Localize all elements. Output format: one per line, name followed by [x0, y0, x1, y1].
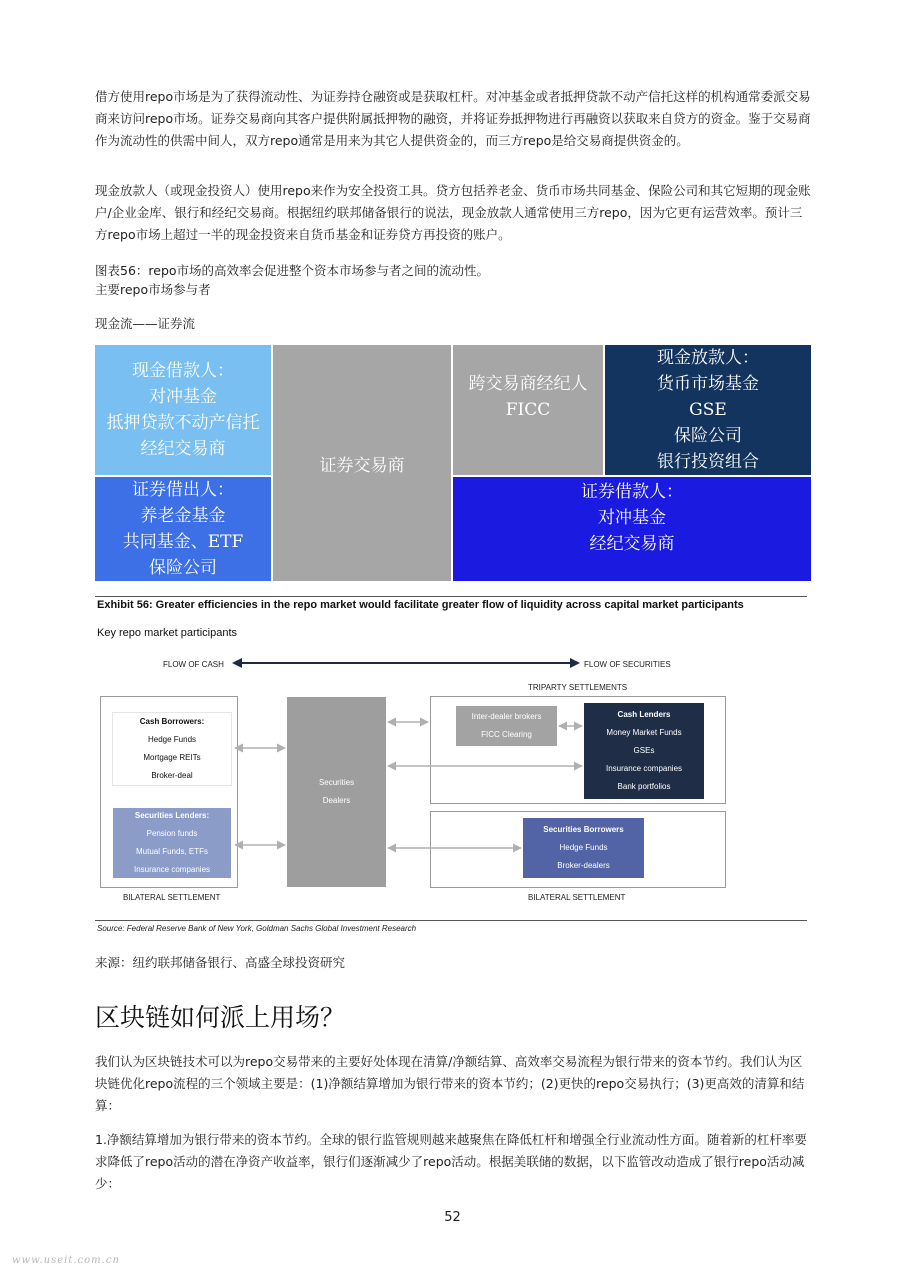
en-dealers-box — [287, 697, 386, 887]
cn-securities-lenders-line: 养老金基金 — [140, 506, 226, 526]
cn-interdealer-line: FICC — [505, 400, 551, 420]
en-securities-lenders-line: Insurance companies — [133, 865, 211, 874]
en-securities-lenders-line: Pension funds — [146, 829, 198, 838]
triparty-label: TRIPARTY SETTLEMENTS — [528, 683, 628, 692]
cn-securities-lenders-line: 保险公司 — [149, 558, 217, 578]
cn-cash-lenders-line: 货币市场基金 — [657, 374, 759, 394]
en-cash-lenders-line: Bank portfolios — [617, 782, 671, 791]
cn-securities-lenders-line: 证券借出人： — [132, 480, 234, 500]
en-cash-lenders-line: Cash Lenders — [617, 710, 671, 719]
body-paragraph-3: 我们认为区块链技术可以为repo交易带来的主要好处体现在清算/净额结算、高效率交易流程为银行带来的资本节约。我们认为区块链优化repo流程的三个领域主要是：(1)净额结算增加为银行带来的资本节约；(2)更快的repo交易执行；(3)更高效的清算和结算： — [95, 1054, 805, 1113]
cn-cash-lenders-line: GSE — [689, 400, 727, 420]
watermark: www.useit.com.cn — [12, 1255, 120, 1266]
en-securities-lenders-line: Securities Lenders: — [134, 811, 210, 820]
en-cash-lenders-line: Insurance companies — [605, 764, 683, 773]
cn-cash-borrowers-line: 经纪交易商 — [140, 439, 226, 459]
en-cash-lenders-line: GSEs — [633, 746, 655, 755]
cn-securities-lenders-line: 共同基金、ETF — [122, 532, 244, 552]
exhibit-top-rule — [95, 596, 807, 597]
en-interdealer-line: Inter-dealer brokers — [471, 712, 542, 721]
cn-cash-lenders-line: 银行投资组合 — [657, 452, 759, 472]
en-dealers-line: Dealers — [322, 796, 351, 805]
en-cash-borrowers-line: Mortgage REITs — [143, 753, 201, 762]
bilateral-left-label: BILATERAL SETTLEMENT — [123, 893, 221, 902]
cn-cash-borrowers-line: 对冲基金 — [149, 387, 217, 407]
cn-cash-lenders-line: 现金放款人： — [657, 348, 759, 368]
cn-cash-lenders-box — [605, 345, 811, 475]
en-securities-lenders-line: Mutual Funds, ETFs — [135, 847, 209, 856]
exhibit-bottom-rule — [95, 920, 807, 921]
body-paragraph-1: 借方使用repo市场是为了获得流动性、为证券持仓融资或是获取杠杆。对冲基金或者抵押贷款不动产信托这样的机构通常委派交易商来访问repo市场。证券交易商向其客户提供附属抵押物的融资，并将证券抵押物进行再融资以获取来自贷方的资金。鉴于交易商作为流动性的供需中间人，双方repo通常是用来为其它人提供资金的，而三方repo是给交易商提供资金的。 — [95, 89, 811, 148]
cn-cash-borrowers-line: 抵押贷款不动产信托 — [106, 413, 260, 433]
exhibit-source: Source: Federal Reserve Bank of New York, Goldman Sachs Global Investment Research — [97, 924, 417, 933]
cn-interdealer-line: 跨交易商经纪人 — [468, 374, 588, 394]
exhibit-title: Exhibit 56: Greater efficiencies in the repo market would facilitate greater flow of liquidity across capital market participants — [97, 599, 744, 611]
en-dealers-line: Securities — [318, 778, 355, 787]
cn-securities-borrowers-line: 对冲基金 — [598, 508, 666, 528]
body-paragraph-4: 1.净额结算增加为银行带来的资本节约。全球的银行监管规则越来越聚焦在降低杠杆和增强全行业流动性方面。随着新的杠杆率要求降低了repo活动的潜在净资产收益率，银行们逐渐减少了repo活动。根据美联储的数据，以下监管改动造成了银行repo活动减少： — [95, 1132, 807, 1191]
body-paragraph-2: 现金放款人（或现金投资人）使用repo来作为安全投资工具。贷方包括养老金、货币市场共同基金、保险公司和其它短期的现金账户/企业金库、银行和经纪交易商。根据纽约联邦储备银行的说法，现金放款人通常使用三方repo，因为它更有运营效率。预计三方repo市场上超过一半的现金投资来自货币基金和证券贷方再投资的账户。 — [95, 183, 811, 242]
cn-cash-borrowers-box — [95, 345, 271, 475]
en-cash-borrowers-line: Cash Borrowers: — [139, 717, 205, 726]
figure-caption: 图表56：repo市场的高效率会促进整个资本市场参与者之间的流动性。 — [95, 263, 490, 278]
flow-of-cash-label: FLOW OF CASH — [163, 660, 224, 669]
cn-cash-borrowers-line: 现金借款人： — [132, 361, 234, 381]
cn-securities-lenders-box — [95, 477, 271, 581]
page-number: 52 — [444, 1210, 461, 1225]
en-securities-borrowers-line: Securities Borrowers — [543, 825, 624, 834]
en-interdealer-box — [456, 706, 557, 746]
cn-dealers-label: 证券交易商 — [319, 456, 405, 476]
source-cn: 来源：纽约联邦储备银行、高盛全球投资研究 — [95, 955, 346, 970]
cn-interdealer-box — [453, 345, 603, 475]
flow-arrow — [232, 656, 580, 670]
flow-of-securities-label: FLOW OF SECURITIES — [584, 660, 671, 669]
cn-cash-lenders-line: 保险公司 — [674, 426, 742, 446]
cn-participants-diagram — [95, 345, 811, 581]
en-cash-borrowers-line: Hedge Funds — [147, 735, 197, 744]
section-heading: 区块链如何派上用场？ — [95, 1003, 346, 1032]
en-cash-borrowers-line: Broker-deal — [151, 771, 193, 780]
exhibit-subtitle: Key repo market participants — [97, 627, 238, 639]
en-cash-lenders-line: Money Market Funds — [606, 728, 682, 737]
flow-label: 现金流——证券流 — [95, 316, 196, 331]
en-cash-lenders-box — [584, 703, 704, 799]
en-securities-borrowers-line: Broker-dealers — [557, 861, 610, 870]
cn-securities-borrowers-line: 经纪交易商 — [589, 534, 675, 554]
cn-securities-borrowers-line: 证券借款人： — [581, 482, 683, 502]
en-securities-borrowers-line: Hedge Funds — [559, 843, 608, 852]
en-interdealer-line: FICC Clearing — [481, 730, 532, 739]
cn-securities-borrowers-box — [453, 477, 811, 581]
cn-dealers-box — [273, 345, 451, 581]
en-securities-lenders-box — [113, 808, 231, 878]
en-cash-borrowers-box — [113, 713, 231, 785]
bilateral-right-label: BILATERAL SETTLEMENT — [528, 893, 626, 902]
figure-subtitle: 主要repo市场参与者 — [95, 282, 211, 297]
en-securities-borrowers-box — [523, 818, 644, 878]
